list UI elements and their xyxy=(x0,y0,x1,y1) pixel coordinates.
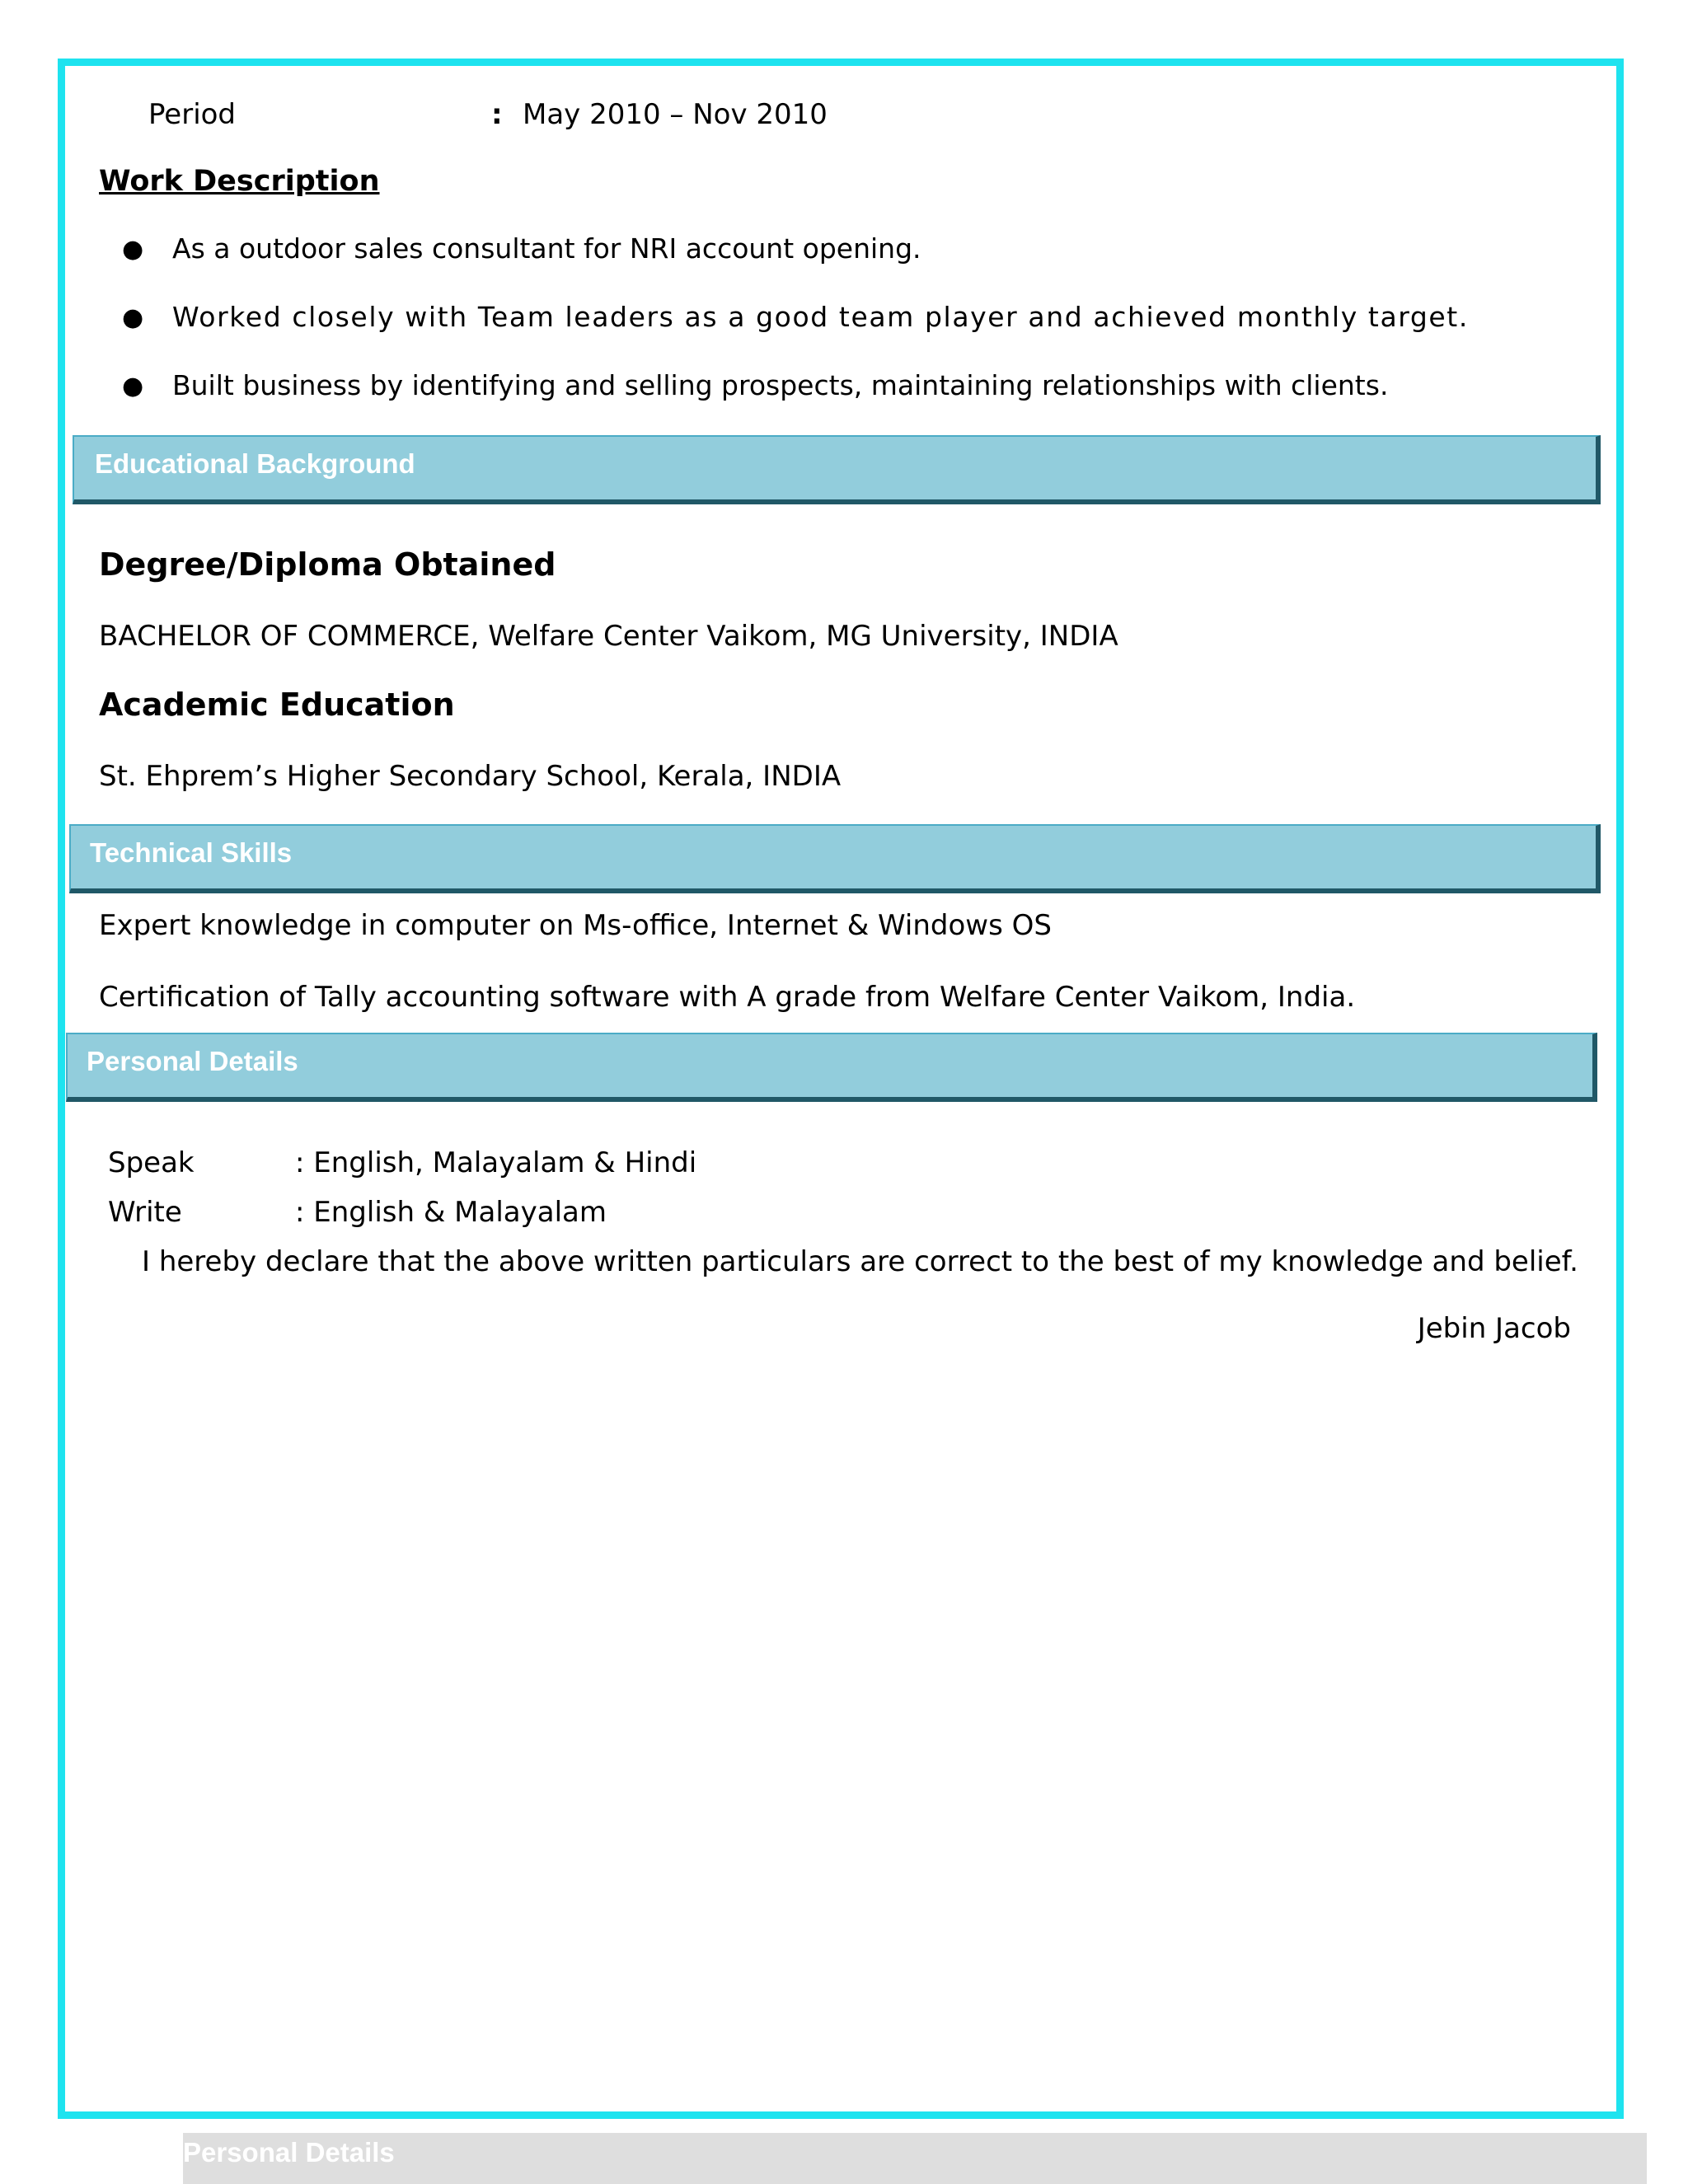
degree-heading: Degree/Diploma Obtained xyxy=(99,546,556,583)
speak-value: : English, Malayalam & Hindi xyxy=(295,1146,697,1179)
bullet-icon: ● xyxy=(122,303,144,332)
work-bullet-3: Built business by identifying and selling prospects, maintaining relationships with clients. xyxy=(172,369,1389,401)
personal-details-section-title: Personal Details xyxy=(87,1046,298,1076)
bullet-icon: ● xyxy=(122,372,144,401)
technical-skills-section-bar xyxy=(69,824,1601,893)
period-value: May 2010 – Nov 2010 xyxy=(523,98,828,131)
technical-skills-section-title: Technical Skills xyxy=(90,837,293,868)
academic-heading: Academic Education xyxy=(99,687,455,723)
work-bullet-2: Worked closely with Team leaders as a good team player and achieved monthly target. xyxy=(172,301,1469,333)
technical-skill-2: Certification of Tally accounting software with A grade from Welfare Center Vaikom, India. xyxy=(99,981,1356,1014)
degree-text: BACHELOR OF COMMERCE, Welfare Center Vaikom, MG University, INDIA xyxy=(99,620,1118,653)
education-section-title: Educational Background xyxy=(95,448,415,479)
next-page-section-bar xyxy=(183,2133,1647,2184)
academic-text: St. Ehprem’s Higher Secondary School, Kerala, INDIA xyxy=(99,760,842,793)
signature-name: Jebin Jacob xyxy=(1417,1312,1571,1345)
speak-label: Speak xyxy=(108,1146,195,1179)
work-bullet-1: As a outdoor sales consultant for NRI account opening. xyxy=(172,232,921,265)
technical-skill-1: Expert knowledge in computer on Ms-office, Internet & Windows OS xyxy=(99,909,1052,942)
write-label: Write xyxy=(108,1196,182,1229)
next-page-section-title: Personal Details xyxy=(183,2137,395,2168)
period-separator: : xyxy=(491,98,503,131)
bullet-icon: ● xyxy=(122,235,144,264)
period-label: Period xyxy=(148,98,237,131)
declaration-text: I hereby declare that the above written particulars are correct to the best of my knowledge and belief. xyxy=(142,1245,1578,1278)
write-value: : English & Malayalam xyxy=(295,1196,607,1229)
work-description-heading: Work Description xyxy=(99,165,380,198)
